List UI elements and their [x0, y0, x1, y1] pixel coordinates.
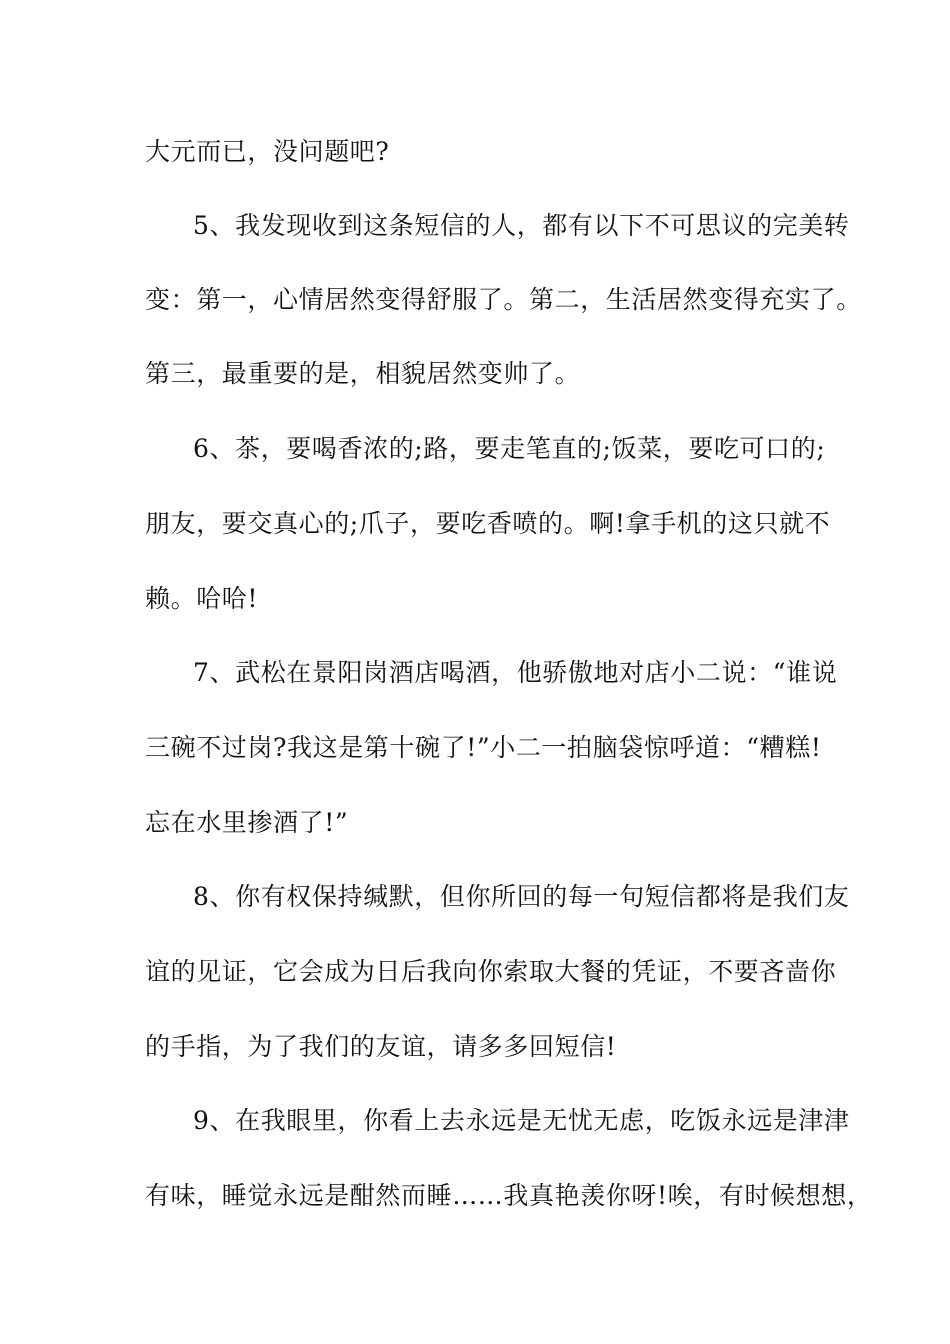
- text-line: 8、你有权保持缄默，但你所回的每一句短信都将是我们友: [193, 882, 850, 911]
- text-line: 6、茶，要喝香浓的;路，要走笔直的;饭菜，要吃可口的;: [193, 434, 826, 463]
- text-line: 7、武松在景阳岗酒店喝酒，他骄傲地对店小二说：“谁说: [193, 658, 838, 687]
- text-line: 5、我发现收到这条短信的人，都有以下不可思议的完美转: [193, 211, 850, 240]
- text-line: 有味，睡觉永远是酣然而睡……我真艳羡你呀!唉，有时候想想，: [145, 1181, 873, 1210]
- text-line: 大元而已，没问题吧?: [145, 137, 390, 166]
- text-line: 谊的见证，它会成为日后我向你索取大餐的凭证，不要吝啬你: [145, 957, 837, 986]
- text-line: 的手指，为了我们的友谊，请多多回短信!: [145, 1032, 617, 1061]
- text-line: 变：第一，心情居然变得舒服了。第二，生活居然变得充实了。: [145, 285, 862, 314]
- text-line: 赖。哈哈!: [145, 584, 259, 613]
- text-line: 第三，最重要的是，相貌居然变帅了。: [145, 359, 581, 388]
- text-line: 9、在我眼里，你看上去永远是无忧无虑，吃饭永远是津津: [193, 1106, 850, 1135]
- text-line: 三碗不过岗?我这是第十碗了!”小二一拍脑袋惊呼道：“糟糕!: [145, 733, 822, 762]
- text-line: 忘在水里掺酒了!”: [145, 808, 349, 837]
- text-line: 朋友，要交真心的;爪子，要吃香喷的。啊!拿手机的这只就不: [145, 509, 831, 538]
